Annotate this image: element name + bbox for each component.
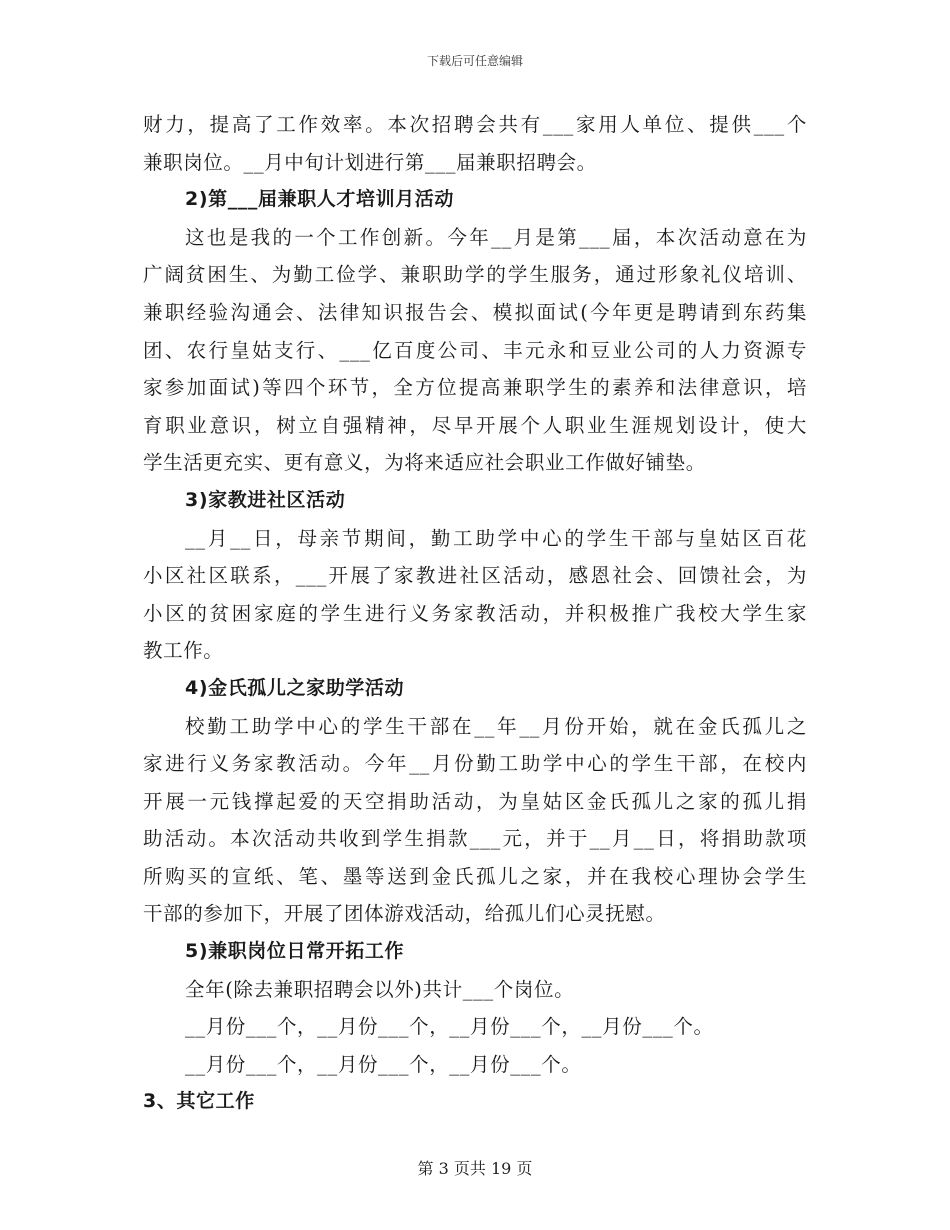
section-heading: 5)兼职岗位日常开拓工作 bbox=[185, 940, 405, 963]
body-line: 小区的贫困家庭的学生进行义务家教活动，并积极推广我校大学生家 bbox=[143, 601, 807, 625]
body-line: 助活动。本次活动共收到学生捐款___元，并于__月__日，将捐助款项 bbox=[143, 827, 807, 851]
body-line: 家进行义务家教活动。今年__月份勤工助学中心的学生干部，在校内 bbox=[143, 752, 807, 776]
document-body bbox=[143, 106, 807, 1121]
body-line: 家参加面试)等四个环节，全方位提高兼职学生的素养和法律意识，培 bbox=[143, 376, 807, 400]
body-line: 小区社区联系，___开展了家教进社区活动，感恩社会、回馈社会，为 bbox=[143, 564, 807, 588]
body-line: 广阔贫困生、为勤工俭学、兼职助学的学生服务，通过形象礼仪培训、 bbox=[143, 263, 807, 287]
page-header: 下载后可任意编辑 bbox=[426, 54, 523, 68]
body-line: 开展一元钱撑起爱的天空捐助活动，为皇姑区金氏孤儿之家的孤儿捐 bbox=[143, 789, 807, 813]
body-line: 兼职经验沟通会、法律知识报告会、模拟面试(今年更是聘请到东药集 bbox=[143, 300, 807, 324]
body-line: 财力，提高了工作效率。本次招聘会共有___家用人单位、提供___个 bbox=[143, 113, 807, 136]
body-line: 所购买的宣纸、笔、墨等送到金氏孤儿之家，并在我校心理协会学生 bbox=[143, 864, 807, 888]
paragraph-start-line: 校勤工助学中心的学生干部在__年__月份开始，就在金氏孤儿之 bbox=[185, 714, 807, 738]
paragraph-start-line: 这也是我的一个工作创新。今年__月是第___届，本次活动意在为 bbox=[185, 225, 807, 249]
body-line: 兼职岗位。__月中旬计划进行第___届兼职招聘会。 bbox=[143, 150, 597, 174]
body-line: 育职业意识，树立自强精神，尽早开展个人职业生涯规划设计，使大 bbox=[143, 413, 807, 437]
section-title: 3、其它工作 bbox=[143, 1090, 255, 1113]
body-line: 团、农行皇姑支行、___亿百度公司、丰元永和豆业公司的人力资源专 bbox=[143, 338, 807, 362]
section-heading: 3)家教进社区活动 bbox=[185, 488, 346, 511]
body-line: 学生活更充实、更有意义，为将来适应社会职业工作做好铺垫。 bbox=[143, 451, 706, 475]
body-line: 干部的参加下，开展了团体游戏活动，给孤儿们心灵抚慰。 bbox=[143, 902, 666, 926]
paragraph-line: __月份___个，__月份___个，__月份___个。 bbox=[185, 1052, 582, 1076]
section-heading: 2)第___届兼职人才培训月活动 bbox=[185, 188, 455, 211]
paragraph-start-line: __月__日，母亲节期间，勤工助学中心的学生干部与皇姑区百花 bbox=[185, 526, 807, 550]
paragraph-line: __月份___个，__月份___个，__月份___个，__月份___个。 bbox=[185, 1015, 714, 1039]
page-number-footer: 第 3 页共 19 页 bbox=[417, 1159, 533, 1178]
section-heading: 4)金氏孤儿之家助学活动 bbox=[185, 676, 405, 699]
body-line: 教工作。 bbox=[143, 639, 224, 663]
paragraph-line: 全年(除去兼职招聘会以外)共计___个岗位。 bbox=[185, 977, 575, 1001]
